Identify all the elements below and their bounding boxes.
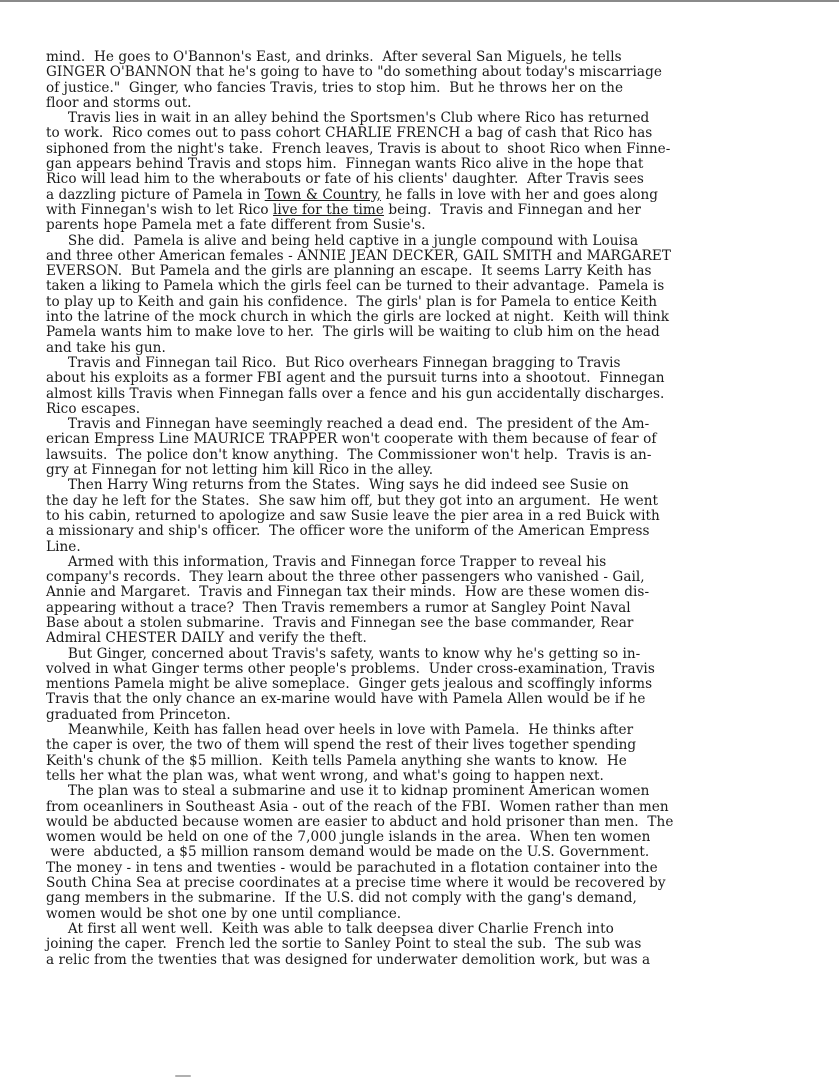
text-line: South China Sea at precise coordinates at a precise time where it would be recovered by (46, 875, 666, 892)
text-line: Admiral CHESTER DAILY and verify the theft. (46, 630, 367, 647)
text-line: to work. Rico comes out to pass cohort CHARLIE FRENCH a bag of cash that Rico has (46, 125, 653, 142)
text-line: of justice." Ginger, who fancies Travis, tries to stop him. But he throws her on the (46, 79, 624, 96)
text-line: floor and storms out. (46, 94, 192, 111)
text-line: erican Empress Line MAURICE TRAPPER won't cooperate with them because of fear of (46, 431, 657, 448)
text-line: But Ginger, concerned about Travis's safety, wants to know why he's getting so in- (46, 645, 641, 662)
text-line: a dazzling picture of Pamela in Town & Country, he falls in love with her and goes along (46, 186, 658, 203)
text-line: a missionary and ship's officer. The officer wore the uniform of the American Empress (46, 523, 650, 540)
text-line: and three other American females - ANNIE JEAN DECKER, GAIL SMITH and MARGARET (46, 247, 671, 264)
text-line: Keith's chunk of the $5 million. Keith tells Pamela anything she wants to know. He (46, 752, 627, 769)
text-line: graduated from Princeton. (46, 706, 231, 723)
underlined-phrase: Town & Country, (264, 186, 382, 203)
text-line: Travis lies in wait in an alley behind the Sportsmen's Club where Rico has returned (46, 110, 650, 127)
text-line: The money - in tens and twenties - would be parachuted in a flotation container into the (46, 859, 658, 876)
text-line: siphoned from the night's take. French leaves, Travis is about to shoot Rico when Finne- (46, 140, 671, 157)
text-line: taken a liking to Pamela which the girls feel can be turned to their advantage. Pamela is (46, 278, 665, 295)
text-line: volved in what Ginger terms other people's problems. Under cross-examination, Travis (46, 660, 655, 677)
text-line: gang members in the submarine. If the U.S. did not comply with the gang's demand, (46, 890, 637, 907)
text-line: Line. (46, 538, 81, 555)
text-line: would be abducted because women are easier to abduct and hold prisoner than men. The (46, 813, 674, 830)
scan-artifact-mark (175, 1075, 191, 1077)
text-line: Rico will lead him to the wherabouts or fate of his clients' daughter. After Travis sees (46, 171, 644, 188)
text-line: gan appears behind Travis and stops him. Finnegan wants Rico alive in the hope that (46, 156, 644, 173)
text-line: company's records. They learn about the three other passengers who vanished - Gail, (46, 569, 645, 586)
scan-edge-rule (0, 0, 839, 2)
underlined-phrase: live for the time (272, 201, 384, 218)
text-line: Then Harry Wing returns from the States. Wing says he did indeed see Susie on (46, 477, 629, 494)
text-line: Meanwhile, Keith has fallen head over heels in love with Pamela. He thinks after (46, 722, 634, 739)
text-line: the caper is over, the two of them will spend the rest of their lives together spending (46, 737, 637, 754)
text-line: gry at Finnegan for not letting him kill Rico in the alley. (46, 462, 434, 479)
text-line: a relic from the twenties that was designed for underwater demolition work, but was a (46, 951, 651, 968)
text-line: Travis and Finnegan tail Rico. But Rico overhears Finnegan bragging to Travis (46, 354, 621, 371)
text-line: GINGER O'BANNON that he's going to have to "do something about today's miscarriage (46, 64, 662, 81)
text-line: the day he left for the States. She saw him off, but they got into an argument. He went (46, 492, 659, 509)
text-line: At first all went well. Keith was able to talk deepsea diver Charlie French into (46, 920, 614, 937)
text-line: The plan was to steal a submarine and use it to kidnap prominent American women (46, 783, 650, 800)
text-line: with Finnegan's wish to let Rico live for the time being. Travis and Finnegan and her (46, 201, 641, 218)
text-line: joining the caper. French led the sortie to Sanley Point to steal the sub. The sub was (46, 936, 642, 953)
text-line: Base about a stolen submarine. Travis and Finnegan see the base commander, Rear (46, 614, 634, 631)
text-line: mentions Pamela might be alive someplace. Ginger gets jealous and scoffingly informs (46, 676, 653, 693)
text-line: were abducted, a $5 million ransom demand would be made on the U.S. Government. (46, 844, 650, 861)
text-line: to play up to Keith and gain his confidence. The girls' plan is for Pamela to entice Keith (46, 293, 658, 310)
text-line: Pamela wants him to make love to her. The girls will be waiting to club him on the head (46, 324, 660, 341)
text-line: about his exploits as a former FBI agent and the pursuit turns into a shootout. Finnegan (46, 370, 665, 387)
text-line: women would be held on one of the 7,000 jungle islands in the area. When ten women (46, 829, 651, 846)
text-line: appearing without a trace? Then Travis remembers a rumor at Sangley Point Naval (46, 599, 631, 616)
text-line: She did. Pamela is alive and being held captive in a jungle compound with Louisa (46, 232, 639, 249)
text-line: EVERSON. But Pamela and the girls are planning an escape. It seems Larry Keith has (46, 263, 652, 280)
text-line: almost kills Travis when Finnegan falls over a fence and his gun accidentally discharges. (46, 385, 665, 402)
text-line: Travis and Finnegan have seemingly reached a dead end. The president of the Am- (46, 416, 650, 433)
text-line: Annie and Margaret. Travis and Finnegan tax their minds. How are these women dis- (46, 584, 650, 601)
text-line: parents hope Pamela met a fate different from Susie's. (46, 217, 426, 234)
text-line: Travis that the only chance an ex-marine would have with Pamela Allen would be if he (46, 691, 646, 708)
text-line: mind. He goes to O'Bannon's East, and drinks. After several San Miguels, he tells (46, 49, 622, 65)
text-line: women would be shot one by one until compliance. (46, 905, 402, 922)
text-line: Rico escapes. (46, 400, 141, 417)
text-line: lawsuits. The police don't know anything. The Commissioner won't help. Travis is an- (46, 446, 652, 463)
text-line: to his cabin, returned to apologize and saw Susie leave the pier area in a red Buick with (46, 507, 660, 524)
document-body-text (46, 50, 806, 968)
text-line: into the latrine of the mock church in which the girls are locked at night. Keith will think (46, 309, 670, 326)
text-line: Armed with this information, Travis and Finnegan force Trapper to reveal his (46, 553, 607, 570)
text-line: and take his gun. (46, 339, 166, 356)
text-line: tells her what the plan was, what went wrong, and what's going to happen next. (46, 767, 604, 784)
text-line: from oceanliners in Southeast Asia - out of the reach of the FBI. Women rather than men (46, 798, 669, 815)
